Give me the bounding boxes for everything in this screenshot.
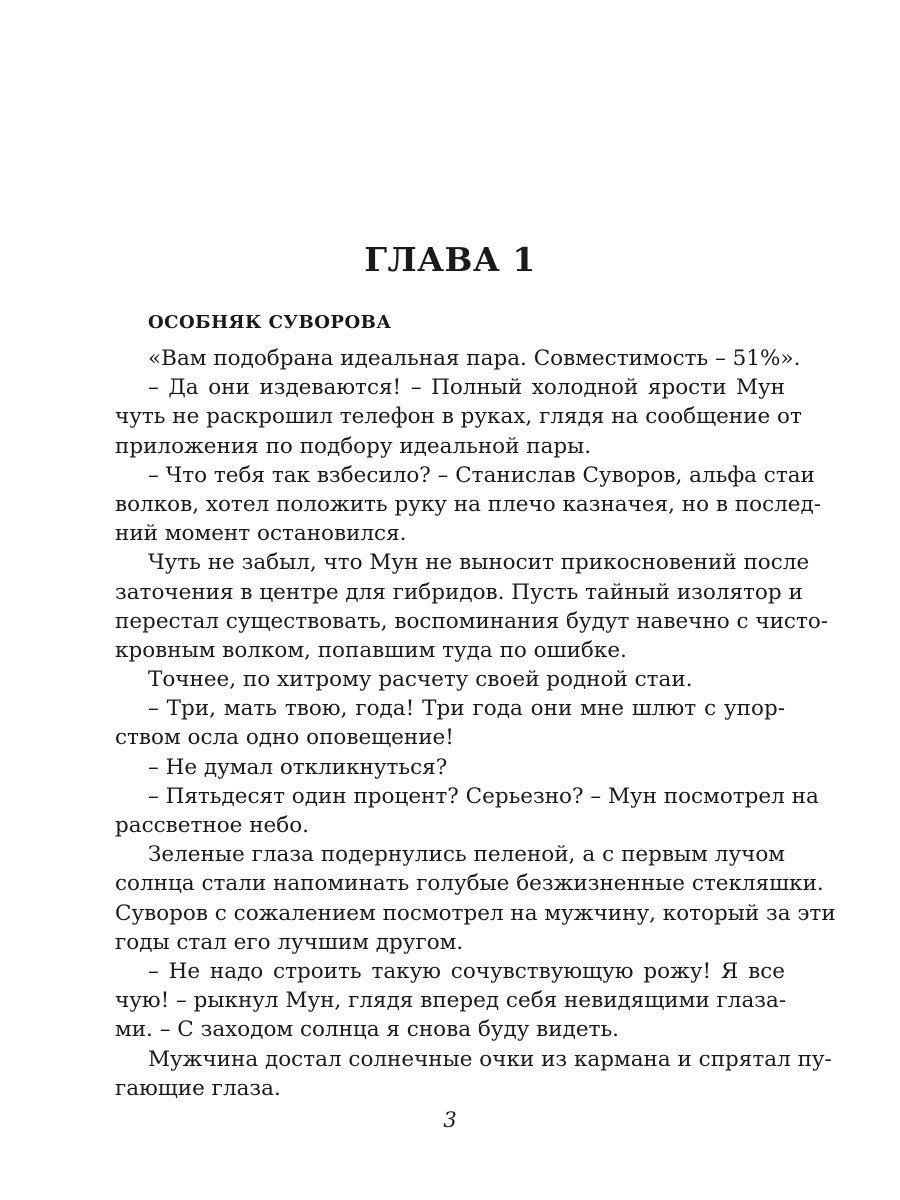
text-line: рассветное небо. xyxy=(115,813,309,838)
text-line: волков, хотел положить руку на плечо казначея, но в послед- xyxy=(115,491,822,517)
text-line: – Пятьдесят один процент? Серьезно? – Мун посмотрел на xyxy=(148,783,819,809)
text-line: чуть не раскрошил телефон в руках, глядя на сообщение от xyxy=(115,404,802,430)
text-line: заточения в центре для гибридов. Пусть тайный изолятор и xyxy=(115,579,803,605)
text-line: – Не надо строить такую сочувствующую рожу! Я все xyxy=(148,958,785,984)
text-line: ством осла одно оповещение! xyxy=(115,725,454,751)
text-line: кровным волком, попавшим туда по ошибке. xyxy=(115,637,627,663)
text-line: Суворов с сожалением посмотрел на мужчину, который за эти xyxy=(115,900,836,926)
page-number: 3 xyxy=(443,1108,457,1132)
text-line: приложения по подбору идеальной пары. xyxy=(115,433,592,459)
body-text xyxy=(115,344,836,1103)
text-line: солнца стали напоминать голубые безжизненные стекляшки. xyxy=(115,871,824,897)
text-line: годы стал его лучшим другом. xyxy=(115,929,464,955)
text-line: Зеленые глаза подернулись пеленой, а с первым лучом xyxy=(148,842,785,868)
text-line: гающие глаза. xyxy=(115,1075,281,1101)
text-line: «Вам подобрана идеальная пара. Совместимость – 51%». xyxy=(148,346,801,371)
text-line: Мужчина достал солнечные очки из кармана и спрятал пу- xyxy=(148,1046,832,1072)
text-line: – Три, мать твою, года! Три года они мне шлют с упор- xyxy=(148,696,785,722)
text-line: – Не думал откликнуться? xyxy=(148,754,448,780)
section-heading: ОСОБНЯК СУВОРОВА xyxy=(148,312,392,333)
text-line: Чуть не забыл, что Мун не выносит прикосновений после xyxy=(148,550,810,576)
text-line: Точнее, по хитрому расчету своей родной стаи. xyxy=(148,667,693,693)
text-line: ми. – С заходом солнца я снова буду видеть. xyxy=(115,1017,620,1043)
text-line: перестал существовать, воспоминания будут навечно с чисто- xyxy=(115,608,829,634)
text-line: ний момент остановился. xyxy=(115,521,407,547)
chapter-title: ГЛАВА 1 xyxy=(364,240,536,279)
text-line: – Да они издеваются! – Полный холодной ярости Мун xyxy=(148,375,785,401)
text-line: – Что тебя так взбесило? – Станислав Суворов, альфа стаи xyxy=(148,462,815,488)
text-line: чую! – рыкнул Мун, глядя вперед себя невидящими глаза- xyxy=(115,988,787,1014)
